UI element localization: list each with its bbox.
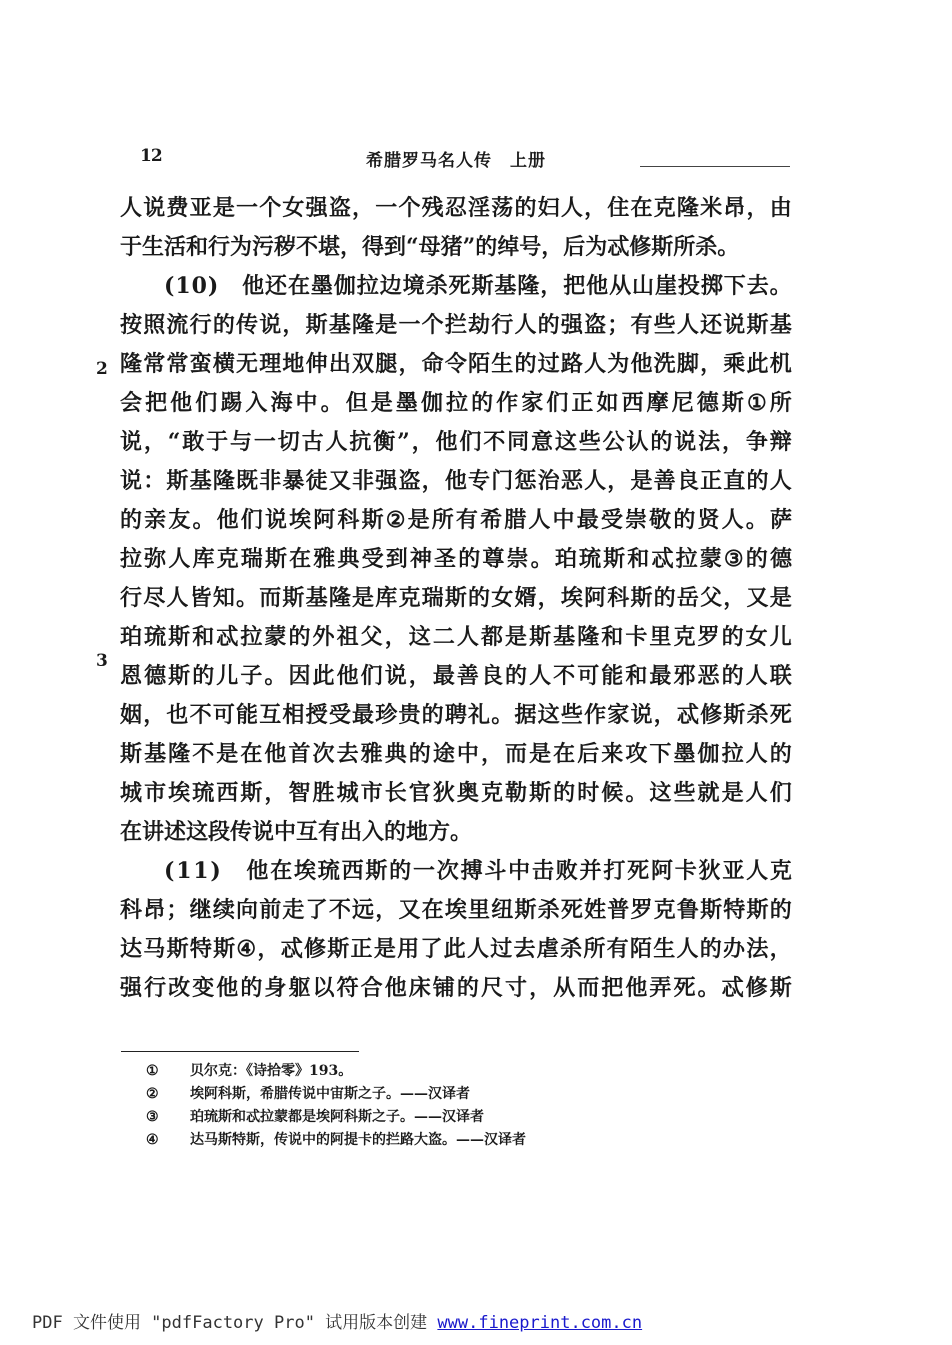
margin-line-number: 3: [96, 651, 108, 671]
pdf-footer: [32, 1308, 642, 1333]
running-title: 希腊罗马名人传 上册: [366, 151, 546, 171]
margin-line-number: 2: [96, 359, 108, 379]
footnote-text: 珀琉斯和忒拉蒙都是埃阿科斯之子。——汉译者: [190, 1109, 484, 1125]
text-line: 会 把 他 们 踢 入 海 中 。 但 是 墨 伽 拉 的 作 家 们 正 如 西 摩 尼 德 斯 ① 所: [120, 390, 792, 416]
footnotes: [146, 1060, 526, 1152]
footnote-text: 贝尔克：《诗拾零》193。: [190, 1063, 353, 1079]
text-line: 科 昂 ； 继 续 向 前 走 了 不 远 ， 又 在 埃 里 纽 斯 杀 死 姓 普 罗 克 鲁 斯 特 斯 的: [120, 897, 792, 923]
footnote: [146, 1083, 526, 1106]
text-line: 珀 琉 斯 和 忒 拉 蒙 的 外 祖 父 ， 这 二 人 都 是 斯 基 隆 和 卡 里 克 罗 的 女 儿: [120, 624, 792, 650]
footnote-mark: ③: [146, 1109, 159, 1125]
text-line: 的 亲 友 。 他 们 说 埃 阿 科 斯 ② 是 所 有 希 腊 人 中 最 受 崇 敬 的 贤 人 。 萨: [120, 507, 792, 533]
footnote-mark: ①: [146, 1063, 159, 1079]
text-line: 姻 ， 也 不 可 能 互 相 授 受 最 珍 贵 的 聘 礼 。 据 这 些 作 家 说 ， 忒 修 斯 杀 死: [120, 702, 792, 728]
text-line: 行 尽 人 皆 知 。 而 斯 基 隆 是 库 克 瑞 斯 的 女 婿 ， 埃 阿 科 斯 的 岳 父 ， 又 是: [120, 585, 792, 611]
text-line: 按 照 流 行 的 传 说 ， 斯 基 隆 是 一 个 拦 劫 行 人 的 强 盗 ； 有 些 人 还 说 斯 基: [120, 312, 792, 338]
text-line: 说 ， “ 敢 于 与 一 切 古 人 抗 衡 ” ， 他 们 不 同 意 这 些 公 认 的 说 法 ， 争 辩: [120, 429, 792, 455]
fineprint-link[interactable]: www.fineprint.com.cn: [437, 1313, 643, 1333]
text-line: 强 行 改 变 他 的 身 躯 以 符 合 他 床 铺 的 尺 寸 ， 从 而 把 他 弄 死 。 忒 修 斯: [120, 975, 792, 1001]
body-text: [120, 189, 792, 1008]
footnote: [146, 1060, 526, 1083]
footnote-text: 埃阿科斯，希腊传说中宙斯之子。——汉译者: [190, 1086, 470, 1102]
text-line: 斯 基 隆 不 是 在 他 首 次 去 雅 典 的 途 中 ， 而 是 在 后 来 攻 下 墨 伽 拉 人 的: [120, 741, 792, 767]
footnote: [146, 1106, 526, 1129]
footnote-text: 达马斯特斯，传说中的阿提卡的拦路大盗。——汉译者: [190, 1132, 526, 1148]
text-line: 拉 弥 人 库 克 瑞 斯 在 雅 典 受 到 神 圣 的 尊 崇 。 珀 琉 斯 和 忒 拉 蒙 ③ 的 德: [120, 546, 792, 572]
footnote: [146, 1129, 526, 1152]
text-line: 恩 德 斯 的 儿 子 。 因 此 他 们 说 ， 最 善 良 的 人 不 可 能 和 最 邪 恶 的 人 联: [120, 663, 792, 689]
text-line: 人 说 费 亚 是 一 个 女 强 盗 ， 一 个 残 忍 淫 荡 的 妇 人 ， 住 在 克 隆 米 昂 ， 由: [120, 195, 792, 221]
text-line: 说 ： 斯 基 隆 既 非 暴 徒 又 非 强 盗 ， 他 专 门 惩 治 恶 人 ， 是 善 良 正 直 的 人: [120, 468, 792, 494]
pdf-footer-text: PDF 文件使用 "pdfFactory Pro" 试用版本创建: [32, 1313, 438, 1333]
footnote-mark: ④: [146, 1132, 159, 1148]
text-line: ( 1 1 ) 他 在 埃 琉 西 斯 的 一 次 搏 斗 中 击 败 并 打 死 阿 卡 狄 亚 人 克: [164, 858, 792, 884]
text-line: 达 马 斯 特 斯 ④ ， 忒 修 斯 正 是 用 了 此 人 过 去 虐 杀 所 有 陌 生 人 的 办 法 ，: [120, 936, 792, 962]
text-line: 隆 常 常 蛮 横 无 理 地 伸 出 双 腿 ， 命 令 陌 生 的 过 路 人 为 他 洗 脚 ， 乘 此 机: [120, 351, 792, 377]
text-line: 在讲述这段传说中互有出入的地方。: [120, 819, 473, 845]
header-rule: [640, 166, 790, 167]
text-line: ( 1 0 ) 他 还 在 墨 伽 拉 边 境 杀 死 斯 基 隆 ， 把 他 从 山 崖 投 掷 下 去 。: [164, 273, 792, 299]
page-number: 12: [140, 146, 162, 166]
footnote-rule: [121, 1051, 359, 1052]
footnote-mark: ②: [146, 1086, 159, 1102]
text-line: 城 市 埃 琉 西 斯 ， 智 胜 城 市 长 官 狄 奥 克 勒 斯 的 时 候 。 这 些 就 是 人 们: [120, 780, 792, 806]
text-line: 于生活和行为污秽不堪，得到“母猪”的绰号，后为忒修斯所杀。: [120, 234, 740, 260]
